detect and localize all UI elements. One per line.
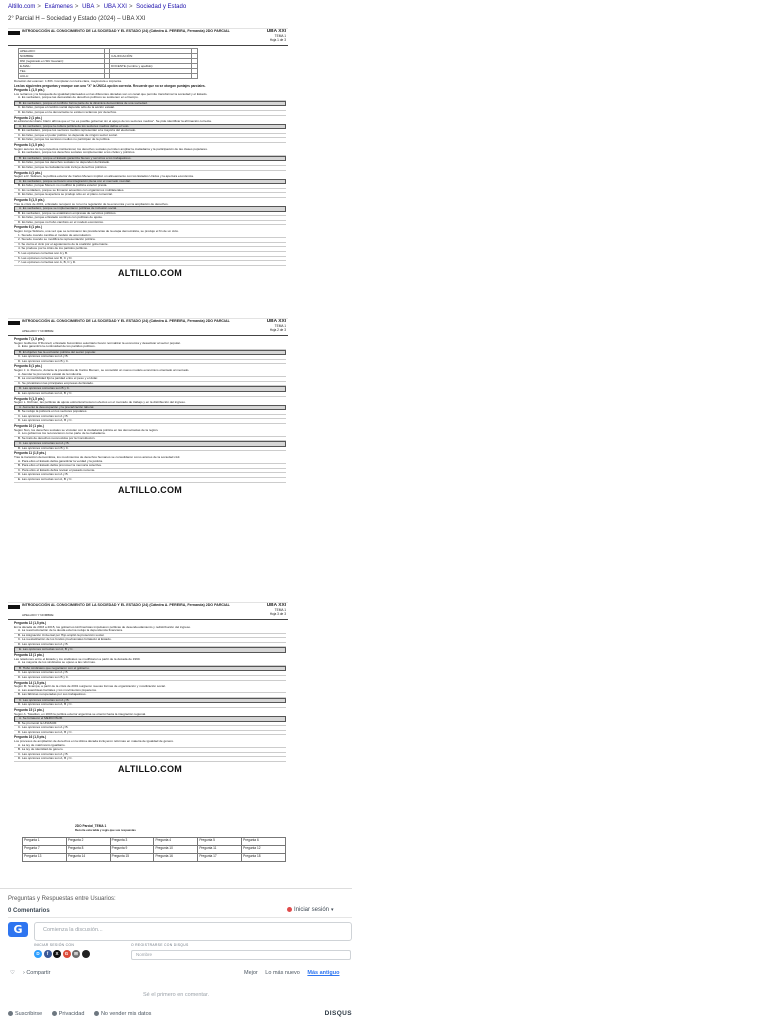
answer-option[interactable]: A. Es verdadero, porque las demandas de derechos políticos se sostienen en el tiempo. [14, 96, 286, 101]
form-cell: APELLIDO: [19, 49, 105, 54]
answer-option[interactable]: C. Es falso, porque el poder político no depende de ningún sector social. [14, 134, 286, 139]
answer-option[interactable]: D. Es falso, porque la ciudadanía sólo incluye derechos políticos. [14, 166, 286, 171]
heart-icon[interactable]: ♡ [10, 970, 15, 976]
answer-grid-cell: Pregunta 3 [110, 838, 154, 846]
apple-login-icon[interactable] [82, 950, 90, 958]
answer-option[interactable]: B. Se trató de derechos reconocidos por la Constitución. [14, 437, 286, 442]
answer-option[interactable]: B. Las fábricas recuperadas por sus trabajadores. [14, 693, 286, 698]
answer-option[interactable]: C. Las opciones correctas son A y B. [14, 726, 286, 731]
answer-grid-cell: Pregunta 9 [110, 846, 154, 854]
uba-logo-text: UBA XXI [266, 29, 286, 34]
lock-icon [52, 1011, 57, 1016]
breadcrumb: Altillo.com > Exámenes > UBA > UBA XXI > Sociedad y Estado [8, 4, 187, 10]
questions-page-3 [14, 622, 286, 762]
answer-option[interactable]: D. Es falso, porque la apertura se produjo sólo en el plano comercial. [14, 193, 286, 198]
exam-header [8, 603, 288, 620]
question-stem: Según Guillermo O'Donnell, el Estado burocrático autoritario buscó normalizar la economía y desactivar al sector popular. [14, 340, 181, 345]
answer-option[interactable]: A. Para ellos el Estado debía garantizar la verdad y la justicia. [14, 460, 286, 465]
answer-option[interactable]: C. Es verdadero, porque se firmaron acuerdos con organismos multilaterales. [14, 189, 286, 194]
answer-option[interactable]: B. Se promovió la UNASUR. [14, 722, 286, 727]
exam-page-3 [8, 602, 288, 818]
qa-link[interactable]: Preguntas y Respuestas entre Usuarios: [8, 896, 116, 902]
subscribe-link[interactable] [8, 1011, 42, 1017]
instructions: Lea las siguientes preguntas y marque con una "X" la ÚNICA opción correcta. Recuerde que no se otorgan puntajes parciales. [14, 83, 206, 88]
course-title: INTRODUCCIÓN AL CONOCIMIENTO DE LA SOCIEDAD Y EL ESTADO (24) (Cátedra A. PEREIRA, Fernanda) 2DO PARCIAL [22, 319, 230, 323]
answer-option[interactable]: D. Las opciones correctas son A, B y C. [14, 757, 286, 762]
empty-comments: Sé el primero en comentar. [143, 992, 210, 998]
uba-logo-icon [8, 605, 20, 609]
answer-option[interactable]: D. Las opciones correctas son A y B. [14, 473, 286, 478]
answer-option[interactable]: D. Las opciones correctas son A, B y C. [14, 731, 286, 736]
comment-placeholder: Comienza la discusión... [43, 927, 103, 933]
grid-title-text: 2DO Parcial_TEMA 1 [75, 824, 107, 828]
answer-option[interactable]: A. Atender la promoción estatal de la industria. [14, 373, 286, 378]
answer-grid-row [23, 838, 286, 846]
altillo-watermark: ALTILLO.COM [117, 484, 183, 495]
tema-label [270, 325, 286, 333]
question-stem: Según Jorge Sidicaro, una vez que se terminaron las presidencias de la etapa democrática, se produjo el fin de un ciclo. [14, 229, 179, 234]
form-cell: DNI (registrado en SIU Guaraní): [19, 59, 105, 64]
question-stem: Según L. Rofman, las políticas de ajuste estructural tuvieron efectos en el mercado de trabajo y en la distribución del ingreso. [14, 400, 186, 405]
form-cell [110, 74, 192, 79]
form-cell: AULA: [19, 74, 105, 79]
answer-grid [22, 837, 286, 862]
form-cell: DOCENTE (nombre y apellido): [110, 64, 192, 69]
exam-header [8, 319, 288, 336]
answer-grid-cell: Pregunta 15 [110, 854, 154, 862]
questions-page-1 [14, 89, 286, 266]
exam-page-2 [8, 318, 288, 577]
disqus-login-icon[interactable]: D [34, 950, 42, 958]
disqus-logo[interactable]: DISQUS [324, 1010, 352, 1017]
answer-grid-cell: Pregunta 2 [66, 838, 110, 846]
divider [0, 888, 352, 889]
social-login-row [34, 950, 91, 959]
question-title: Pregunta 3 (1,5 pts.) [14, 143, 45, 148]
answer-option[interactable]: D. Las opciones correctas son A, B y C. [14, 703, 286, 708]
breadcrumb-altillo[interactable]: Altillo.com [8, 4, 36, 10]
answer-option[interactable]: C. Es falso, porque el Estado continuó con políticas de ajuste. [14, 216, 286, 221]
exam-header [8, 29, 288, 46]
answer-grid-cell: Pregunta 16 [154, 854, 198, 862]
answer-grid-cell: Pregunta 11 [198, 846, 242, 854]
name-placeholder: Nombre [136, 952, 153, 957]
exam-page-1 [8, 28, 288, 309]
name-label: APELLIDO Y NOMBRE: [22, 329, 55, 333]
question-stem: Según Nun, los derechos sociales se vinculan con la ciudadanía política en las democracias de la región. [14, 427, 159, 432]
answer-option[interactable]: C. Se privatizaron las principales empresas del Estado. [14, 382, 286, 387]
answer-option[interactable]: B. El objetivo fue la exclusión política del sector popular. [14, 350, 286, 356]
tema-label [270, 35, 286, 43]
answer-option[interactable]: B. La convertibilidad fijó la paridad entre el peso y el dólar. [14, 377, 286, 382]
login-with-label: INICIAR SESIÓN CON [34, 943, 75, 947]
answer-option[interactable]: A. Las asambleas barriales y los movimientos piqueteros. [14, 689, 286, 694]
answer-option[interactable]: B. Es verdadero, porque el Estado garantiza bienes y servicios a los trabajadores. [14, 156, 286, 162]
uba-logo-icon [8, 31, 20, 35]
answer-option[interactable]: B. Es verdadero, porque se estatizaron empresas de servicios públicos. [14, 212, 286, 217]
answer-option[interactable]: A. Se fortaleció el MERCOSUR. [14, 716, 286, 722]
question-title: Pregunta 5 (1,5 pts.) [14, 197, 45, 202]
name-input[interactable] [131, 950, 351, 960]
answer-option[interactable]: A. Es verdadero, porque la cultura política de los sectores medios define el voto. [14, 124, 286, 130]
comment-input[interactable] [34, 922, 352, 941]
question-stem: Los reclamos y la búsqueda de igualdad planteados en las diferentes décadas son un canal que permite transformar la sociedad y el Estado. [14, 91, 208, 96]
question-stem: Seguir a R. Sidicaro, la política exterior de Carlos Menem implicó un alineamiento con los Estados Unidos y la apertura económica. [14, 174, 194, 179]
altillo-watermark: ALTILLO.COM [117, 763, 183, 774]
uba-logo-icon [8, 321, 20, 325]
sort-options [244, 970, 345, 976]
mail-icon [8, 1011, 13, 1016]
answer-grid-cell: Pregunta 13 [23, 854, 67, 862]
answer-option[interactable]: D. Las opciones correctas son A y B. [14, 643, 286, 648]
sort-best[interactable]: Mejor [244, 970, 258, 976]
breadcrumb-sociedad[interactable]: Sociedad y Estado [136, 4, 187, 10]
answer-option[interactable]: D. Las opciones correctas son B y C. [14, 360, 286, 365]
answer-grid-cell: Pregunta 8 [66, 846, 110, 854]
shield-icon [94, 1011, 99, 1016]
answer-option[interactable]: C. Las opciones correctas son A y B. [14, 441, 286, 447]
questions-page-2 [14, 338, 286, 483]
subscribe-label: Suscribirse [15, 1011, 43, 1017]
answer-option[interactable]: 6. Las opciones correctas son B, C y D. [14, 257, 286, 262]
answer-option[interactable]: A. Es verdadero, porque se buscó una integración plena con el mercado mundial. [14, 179, 286, 185]
tema-text: TEMA 1 [274, 608, 286, 612]
student-form [18, 48, 198, 79]
answer-option[interactable]: 3. Se cierra el ciclo por el agotamiento de la coalición gobernante. [14, 243, 286, 248]
answer-grid-cell: Pregunta 14 [66, 854, 110, 862]
form-cell: CALIFICACIÓN: [110, 54, 192, 59]
answer-option[interactable]: B. Es verdadero, porque los sectores medios representan a la mayoría del electorado. [14, 129, 286, 134]
answer-option[interactable]: C. Las opciones correctas son A y B. [14, 698, 286, 704]
answer-option[interactable]: A. Los gobiernos los reconocieron como parte de la ciudadanía. [14, 432, 286, 437]
form-cell[interactable] [192, 74, 198, 79]
share-button[interactable]: › Compartir [22, 970, 51, 976]
uba-logo-text: UBA XXI [266, 603, 286, 608]
divider [8, 917, 352, 918]
answer-option[interactable]: A. Esto garantizó la continuidad de los partidos políticos. [14, 345, 286, 350]
grid-caption: Recorte esta tabla y regís que sus respuestas [75, 828, 136, 832]
hoja-text: Hoja 1 de 3 [269, 37, 286, 42]
altillo-watermark: ALTILLO.COM [117, 267, 183, 278]
answer-option[interactable]: B. Hubo sindicatos que negociaron con el gobierno. [14, 666, 286, 672]
answer-option[interactable]: C. Las opciones correctas son A y B. [14, 415, 286, 420]
uba-logo-text: UBA XXI [266, 319, 286, 324]
answer-option[interactable]: C. La reestatización de los fondos previsionales fortaleció al Estado. [14, 638, 286, 643]
tema-text: TEMA 1 [274, 34, 286, 38]
login-label: Iniciar sesión [294, 907, 330, 914]
do-not-sell-label: No vender mis datos [100, 1011, 152, 1017]
answer-grid-cell: Pregunta 6 [242, 838, 286, 846]
answer-option[interactable]: E. Las opciones correctas son A, B y C. [14, 647, 286, 653]
answer-option[interactable]: E. Las opciones correctas son A, B y C. [14, 392, 286, 397]
answer-option[interactable]: D. Es falso, porque en la democracia no existen reclamos por derechos. [14, 111, 286, 116]
question-title: Pregunta 4 (1 pto.) [14, 170, 42, 175]
course-title: INTRODUCCIÓN AL CONOCIMIENTO DE LA SOCIEDAD Y EL ESTADO (24) (Cátedra A. PEREIRA, Fernanda) 2DO PARCIAL [22, 603, 230, 607]
question-title: Pregunta 9 (1,5 pts.) [14, 396, 45, 401]
answer-option[interactable]: A. La reestructuración de la deuda externa redujo la dependencia financiera. [14, 629, 286, 634]
answer-option[interactable]: C. Las opciones correctas son A y B. [14, 753, 286, 758]
answer-option[interactable]: D. Es falso, porque los sectores medios no participan de la política. [14, 138, 286, 143]
question-stem: Las relaciones entre el Estado y los sindicatos se modificaron a partir de la década de 1990. [14, 656, 141, 661]
question-title: Pregunta 15 (1 pto.) [14, 708, 44, 712]
user-icon [287, 907, 292, 912]
answer-option[interactable]: B. La ley de identidad de género. [14, 748, 286, 753]
question-title: Pregunta 10 (1 pto.) [14, 424, 44, 428]
comments-count: 0 Comentarios [8, 908, 50, 914]
sort-newest[interactable]: Lo más nuevo [265, 970, 300, 976]
question-title: Pregunta 12 (1,5 pts.) [14, 621, 47, 625]
answer-option[interactable]: 5. Las opciones correctas son A y B. [14, 252, 286, 257]
answer-option[interactable]: C. Es falso, porque los derechos sociales no dependen del Estado. [14, 161, 286, 166]
answer-option[interactable]: D. Es falso, porque no hubo cambios en el modelo económico. [14, 221, 286, 226]
question-stem: Según autores de la perspectiva institucional, los derechos sociales permiten ampliar la ciudadanía y la participación de las clases populares. [14, 146, 208, 151]
answer-option[interactable]: C. Las opciones correctas son A y B. [14, 355, 286, 360]
question-stem: En la década de 2003 a 2015, los gobiernos kirchneristas impulsaron políticas de desendeudamiento y redistribución del ingreso. [14, 624, 191, 629]
question-title: Pregunta 6 (1 pto.) [14, 225, 42, 230]
question-title: Pregunta 11 (1,5 pts.) [14, 451, 47, 456]
question-stem: Según A. Tokatlian, en 2003 la política exterior argentina se orientó hacia la integración regional. [14, 711, 147, 716]
answer-option[interactable]: A. La ley de matrimonio igualitario. [14, 744, 286, 749]
answer-option[interactable]: C. Para ellos el Estado debía revisar el pasado reciente. [14, 469, 286, 474]
answer-option[interactable]: D. Las opciones correctas son B y C. [14, 676, 286, 681]
google-login-icon[interactable]: G [63, 950, 71, 958]
question-title: Pregunta 8 (1 pto.) [14, 364, 42, 369]
answer-option[interactable]: A. Aumentó la desocupación y la precarización laboral. [14, 405, 286, 411]
facebook-login-icon[interactable]: f [44, 950, 52, 958]
chevron-down-icon: ▾ [331, 907, 334, 914]
share-label: Compartir [26, 970, 51, 976]
do-not-sell-link[interactable] [94, 1011, 151, 1017]
question-stem: Según M. Svampa, a partir de la crisis de 2001 surgieron nuevas formas de organización y movilización social. [14, 684, 166, 689]
answer-option[interactable]: A. Es verdadero, porque los derechos sociales complementan a los civiles y políticos. [14, 151, 286, 156]
answer-grid-cell: Pregunta 17 [198, 854, 242, 862]
page-subtitle: 2° Parcial H – Sociedad y Estado (2024) – UBA XXI [8, 16, 146, 22]
answer-grid-cell: Pregunta 1 [23, 838, 67, 846]
breadcrumb-uba[interactable]: UBA [82, 4, 95, 10]
breadcrumb-examenes[interactable]: Exámenes [44, 4, 73, 10]
answer-option[interactable]: 4. Se produce por la crisis de los partidos políticos. [14, 247, 286, 252]
answer-grid-cell: Pregunta 10 [154, 846, 198, 854]
tema-text: TEMA 1 [274, 324, 286, 328]
question-stem: Según J. A. Romero, durante la presidencia de Carlos Menem, se consolidó un nuevo modelo económico orientado al mercado. [14, 368, 190, 373]
form-cell: NOMBRE: [19, 54, 105, 59]
answer-option[interactable]: B. Es verdadero, porque el conflicto forma parte de la dinámica democrática de una sociedad. [14, 101, 286, 107]
answer-grid-cell: Pregunta 18 [242, 854, 286, 862]
answer-option[interactable]: 1. Sucede cuando cambia el modelo de acumulación. [14, 234, 286, 239]
answer-grid-cell: Pregunta 12 [242, 846, 286, 854]
question-stem: Tras la crisis de 2001, el Estado recuperó su rol en la regulación de la economía y en la ampliación de derechos. [14, 201, 169, 206]
tema-label [270, 609, 286, 617]
form-row [19, 74, 198, 79]
answer-option[interactable]: D. Las opciones correctas son A, B y C. [14, 419, 286, 424]
question-stem: Tras la transición democrática, los movimientos de derechos humanos se consolidaron como actores de la sociedad civil. [14, 455, 181, 460]
answer-option[interactable]: 7. Las opciones correctas son A, B, C y D. [14, 261, 286, 266]
answer-option[interactable]: B. Se redujo la pobreza en los sectores populares. [14, 410, 286, 415]
privacy-link[interactable] [52, 1011, 85, 1017]
answer-option[interactable]: E. Las opciones correctas son A, B y C. [14, 478, 286, 483]
answer-option[interactable]: B. La Asignación Universal por Hijo amplió la protección social. [14, 634, 286, 639]
question-stem: Los procesos de ampliación de derechos en la última década incluyeron reformas en materia de igualdad de género. [14, 739, 174, 744]
hoja-text: Hoja 3 de 3 [269, 611, 286, 616]
answer-grid-row [23, 846, 286, 854]
answer-option[interactable]: B. Para ellos el Estado debía promover la memoria colectiva. [14, 464, 286, 469]
answer-option[interactable]: A. Es verdadero, porque se implementaron políticas de inclusión social. [14, 206, 286, 212]
question-title: Pregunta 13 (1 pto.) [14, 653, 44, 658]
hoja-text: Hoja 2 de 3 [269, 327, 286, 332]
answer-option[interactable]: 2. Sucede cuando se modifica la representación política. [14, 238, 286, 243]
answer-grid-cell: Pregunta 7 [23, 846, 67, 854]
form-cell: E-MAIL: [19, 64, 105, 69]
form-cell: TEL: [19, 69, 105, 74]
answer-option[interactable]: A. La mayoría de los sindicatos se opuso a las reformas. [14, 661, 286, 666]
course-title: INTRODUCCIÓN AL CONOCIMIENTO DE LA SOCIEDAD Y EL ESTADO (24) (Cátedra A. PEREIRA, Fernanda) 2DO PARCIAL [22, 29, 230, 33]
sort-oldest[interactable]: Más antiguo [307, 970, 340, 976]
answer-option[interactable]: D. Las opciones correctas son B y C. [14, 386, 286, 392]
answer-option[interactable]: C. Las opciones correctas son A y B. [14, 671, 286, 676]
answer-option[interactable]: C. Es falso, porque el cambio social depende sólo de la acción estatal. [14, 106, 286, 111]
question-title: Pregunta 2 (1 pto.) [14, 115, 42, 120]
name-label: APELLIDO Y NOMBRE: [22, 613, 55, 617]
answer-option[interactable]: D. Las opciones correctas son B y C. [14, 447, 286, 452]
login-button[interactable] [287, 907, 334, 913]
question-stem: El editorial del diario Clarín afirma que el "no es posible gobernar sin el apoyo de los sectores medios". Se pide identificar la afirmación correcta. [14, 119, 212, 124]
disqus-footer [8, 1011, 352, 1017]
question-title: Pregunta 14 (1,5 pts.) [14, 680, 47, 685]
microsoft-login-icon[interactable]: ⊞ [72, 950, 80, 958]
question-title: Pregunta 7 (1,5 pts.) [14, 337, 45, 341]
answer-option[interactable]: B. Es falso, porque Menem no modificó la política exterior previa. [14, 184, 286, 189]
share-row [10, 970, 50, 976]
question-title: Pregunta 1 (1,5 pts.) [14, 88, 45, 93]
register-with-label: O REGISTRARSE CON DISQUS [131, 943, 189, 947]
question-title: Pregunta 16 (1,5 pts.) [14, 735, 47, 740]
guest-avatar: G [8, 922, 28, 937]
answer-grid-title [75, 824, 136, 832]
answer-grid-cell: Pregunta 5 [198, 838, 242, 846]
x-login-icon[interactable]: X [53, 950, 61, 958]
duration-note: Duración del examen: 1:30h. Completar con letra clara, mayúscula e imprenta. [14, 79, 122, 83]
answer-grid-row [23, 854, 286, 862]
breadcrumb-ubaxxi[interactable]: UBA XXI [103, 4, 127, 10]
answer-grid-cell: Pregunta 4 [154, 838, 198, 846]
privacy-label: Privacidad [58, 1011, 85, 1017]
